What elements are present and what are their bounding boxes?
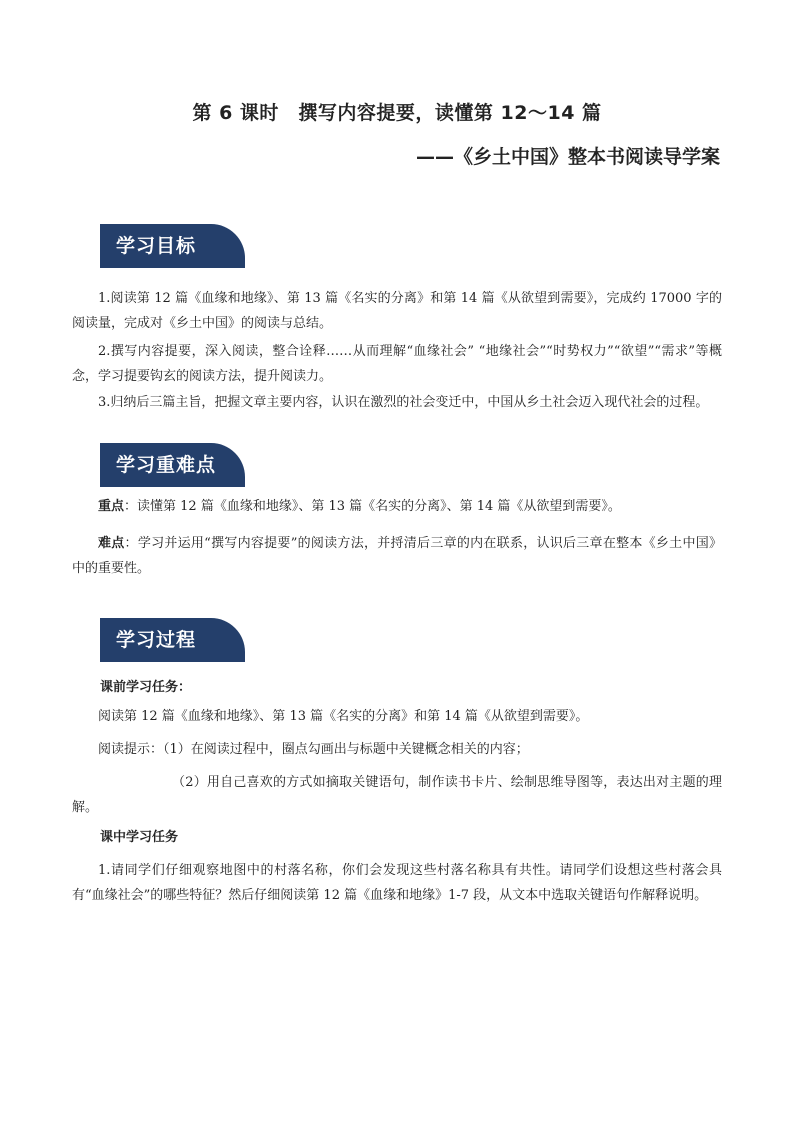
reading-hint-1 xyxy=(72,737,722,762)
objective-item: 3.归纳后三篇主旨，把握文章主要内容，认识在激烈的社会变迁中，中国从乡土社会迈入现代社会的过程。 xyxy=(98,395,709,410)
reading-hint-2: （2）用自己喜欢的方式如摘取关键语句，制作读书卡片、绘制思维导图等，表达出对主题的理解。 xyxy=(72,775,722,815)
pre-task-title: 课前学习任务： xyxy=(100,680,192,695)
key-point-text: ：读懂第 12 篇《血缘和地缘》、第 13 篇《名实的分离》、第 14 篇《从欲望到需要》。 xyxy=(124,499,621,514)
difficulty-text: ：学习并运用“撰写内容提要”的阅读方法，并捋清后三章的内在联系，认识后三章在整本《乡土中国》中的重要性。 xyxy=(72,536,722,576)
difficulty-label: 难点 xyxy=(98,536,125,551)
section-heading-process: 学习过程 xyxy=(100,618,245,662)
key-point xyxy=(72,494,722,519)
section-heading-objectives: 学习目标 xyxy=(100,224,245,268)
key-point-label: 重点 xyxy=(98,499,125,514)
difficulty-point xyxy=(72,531,722,581)
reading-hint-text-1: （1）在阅读过程中，圈点勾画出与标题中关键概念相关的内容； xyxy=(163,742,529,757)
objective-item: 2.撰写内容提要，深入阅读，整合诠释……从而理解“血缘社会” “地缘社会”“时势权力”“欲望”“需求”等概念，学习提要钩玄的阅读方法，提升阅读力。 xyxy=(72,344,722,384)
section-heading-keypoints: 学习重难点 xyxy=(100,443,245,487)
lesson-subtitle: ——《乡土中国》整本书阅读导学案 xyxy=(415,146,720,168)
lesson-title: 第 6 课时 撰写内容提要，读懂第 12～14 篇 xyxy=(192,102,602,124)
pre-task-text: 阅读第 12 篇《血缘和地缘》、第 13 篇《名实的分离》和第 14 篇《从欲望到需要》。 xyxy=(98,709,589,724)
reading-hint-label: 阅读提示： xyxy=(98,742,164,757)
in-class-task-title: 课中学习任务 xyxy=(100,830,179,845)
objective-item: 1.阅读第 12 篇《血缘和地缘》、第 13 篇《名实的分离》和第 14 篇《从欲望到需要》，完成约 17000 字的阅读量，完成对《乡土中国》的阅读与总结。 xyxy=(72,291,722,331)
in-class-task-1: 1.请同学们仔细观察地图中的村落名称，你们会发现这些村落名称具有共性。请同学们设想这些村落会具有“血缘社会”的哪些特征？然后仔细阅读第 12 篇《血缘和地缘》1-7 段，从文本中选取关键语句作解释说明。 xyxy=(72,863,722,903)
